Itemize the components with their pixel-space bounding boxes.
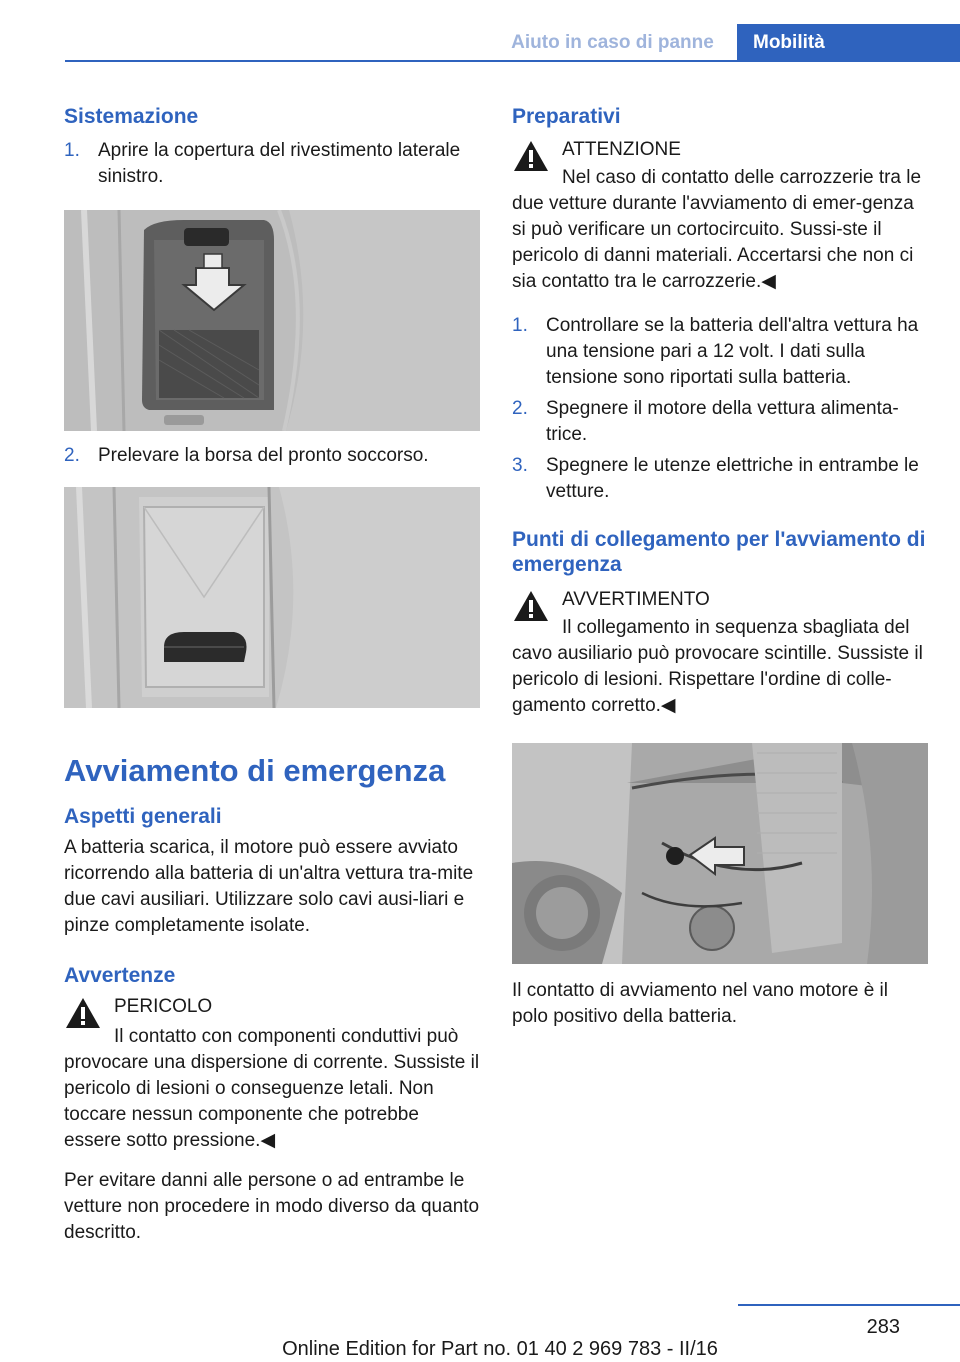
heading-aspetti-generali: Aspetti generali [64, 805, 222, 828]
page-number: 283 [866, 1316, 900, 1338]
right-column [512, 100, 928, 1030]
step-text: Prelevare la borsa del pronto soccorso. [98, 445, 429, 466]
header-rule [65, 60, 960, 62]
step-number: 1. [512, 315, 528, 336]
step-text: Spegnere il motore della vettura alimenta-trice. [546, 398, 899, 445]
warning-text: Il collegamento in sequenza sbagliata del cavo ausiliario può provocare scintille. Sussiste il pericolo di lesioni. Rispettare l'ordine di colle-gamento corretto.◀ [512, 617, 923, 716]
step-item [512, 313, 928, 391]
heading-punti-collegamento: Punti di collegamento per l'avviamento di emergenza [512, 528, 926, 576]
step-text: Controllare se la batteria dell'altra vettura ha una tensione pari a 12 volt. I dati sulla tensione sono riportati sulla batteria. [546, 315, 919, 388]
step-item [64, 443, 480, 469]
photo-side-panel [64, 210, 480, 431]
warning-title: ATTENZIONE [562, 139, 681, 160]
warning-avvertimento [512, 587, 928, 719]
footer-rule [738, 1304, 960, 1306]
warning-triangle-icon [512, 589, 550, 623]
paragraph-aspetti: A batteria scarica, il motore può essere avviato ricorrendo alla batteria di un'altra vettura tra-mite due cavi ausiliari. Utilizzare solo cavi ausi-liari e pinze completamente isolate. [64, 837, 474, 936]
heading-avviamento: Avviamento di emergenza [64, 753, 446, 788]
paragraph-contatto: Il contatto di avviamento nel vano motore è il polo positivo della batteria. [512, 980, 888, 1027]
step-text: Aprire la copertura del rivestimento laterale sinistro. [98, 140, 461, 187]
header-chapter-tab: Mobilità [737, 24, 960, 62]
page-header [0, 0, 960, 62]
step-number: 2. [64, 445, 80, 466]
step-item [512, 453, 928, 505]
photo-first-aid-bag [64, 487, 480, 708]
heading-preparativi: Preparativi [512, 105, 621, 128]
warning-title: PERICOLO [114, 996, 213, 1017]
step-item [64, 138, 480, 190]
step-number: 1. [64, 140, 80, 161]
engine-bay-illustration [512, 743, 928, 964]
warning-pericolo [64, 994, 480, 1154]
warning-attenzione [512, 137, 928, 295]
heading-sistemazione: Sistemazione [64, 105, 199, 128]
left-column [64, 100, 480, 1246]
step-item [512, 396, 928, 448]
step-number: 2. [512, 398, 528, 419]
warning-triangle-icon [64, 996, 102, 1030]
photo-engine-bay [512, 743, 928, 964]
warning-text: Il contatto con componenti conduttivi può provocare una dispersione di corrente. Sussiste il pericolo di lesioni o conseguenze letali. Non toccare nessun componente che potrebbe essere sotto pressione.◀ [64, 1026, 480, 1151]
warning-title: AVVERTIMENTO [562, 589, 710, 610]
edition-note: Online Edition for Part no. 01 40 2 969 783 - II/16 [282, 1338, 718, 1360]
step-text: Spegnere le utenze elettriche in entrambe le vetture. [546, 455, 919, 502]
warning-text: Nel caso di contatto delle carrozzerie tra le due vetture durante l'avviamento di emer-genza si può verificare un cortocircuito. Sussi-ste il pericolo di danni materiali. Accertarsi che non ci sia contatto tra le carrozzerie.◀ [512, 167, 922, 292]
side-panel-illustration [64, 210, 480, 431]
paragraph-evitare: Per evitare danni alle persone o ad entrambe le vetture non procedere in modo diverso da quanto descritto. [64, 1170, 480, 1243]
first-aid-bag-illustration [64, 487, 480, 708]
header-section-title: Aiuto in caso di panne [511, 32, 714, 53]
heading-avvertenze: Avvertenze [64, 964, 176, 987]
step-number: 3. [512, 455, 528, 476]
warning-triangle-icon [512, 139, 550, 173]
